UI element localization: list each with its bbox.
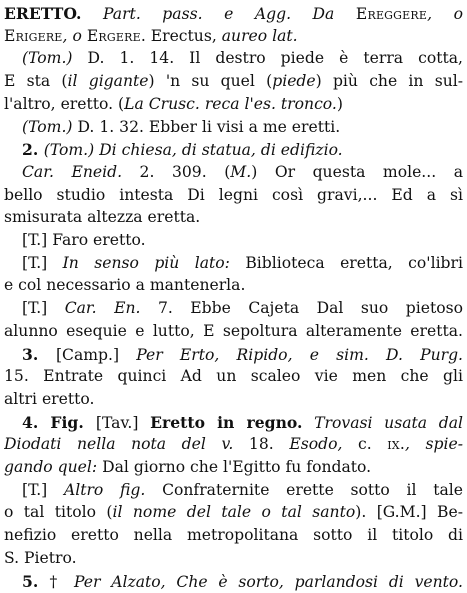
- entry-text-segment: altri eretto.: [4, 389, 95, 408]
- entry-line: [4, 547, 463, 570]
- entry-text-segment: Per Alzato, Che è sorto, parlandosi di vento.: [73, 572, 463, 591]
- entry-line: [4, 138, 463, 161]
- entry-line: [4, 365, 463, 388]
- entry-text-segment: Ergere: [86, 26, 141, 45]
- entry-text-segment: piede: [272, 72, 316, 91]
- entry-text-segment: ): [336, 94, 343, 113]
- entry-line: [4, 93, 463, 116]
- entry-text-segment: Per Erto, Ripido, e sim. D. Purg.: [136, 345, 463, 364]
- entry-text-segment: D. 1. 14. Il destro piede è terra cotta,: [72, 49, 463, 68]
- entry-line: [4, 2, 463, 25]
- entry-text-segment: il nome del tale o tal santo: [112, 503, 356, 522]
- entry-text-segment: , spie-: [405, 435, 463, 454]
- entry-line: [4, 47, 463, 70]
- entry-line: [4, 320, 463, 343]
- entry-text-segment: Ereggere: [355, 5, 428, 23]
- entry-text-segment: 2. 309. (: [122, 162, 231, 181]
- entry-text-segment: nefizio eretto nella metropolitana sotto il titolo di: [4, 526, 463, 545]
- entry-text-segment: ix.: [387, 435, 405, 454]
- entry-text-segment: 18.: [233, 435, 290, 454]
- entry-text-segment: , o: [427, 5, 463, 23]
- entry-text-segment: 5.: [22, 571, 50, 591]
- entry-line: [4, 297, 463, 320]
- entry-text-segment: c.: [342, 435, 388, 454]
- entry-line: [4, 524, 463, 547]
- entry-line: [4, 501, 463, 524]
- entry-line: [4, 25, 463, 48]
- entry-text-segment: [Tav.]: [95, 413, 151, 432]
- entry-text-segment: 3.: [22, 344, 56, 364]
- entry-text-segment: Biblioteca eretta, co'libri: [229, 253, 463, 272]
- entry-line: [4, 343, 463, 366]
- entry-line: [4, 456, 463, 479]
- entry-line: [4, 388, 463, 411]
- entry-text-segment: E sta (: [4, 72, 68, 91]
- entry-text-segment: aureo lat.: [221, 26, 298, 45]
- entry-text-segment: Part. pass. e Agg. Da: [81, 5, 356, 23]
- entry-text-segment: alunno esequie e lutto, E sepoltura alteramente eretta.: [4, 321, 463, 340]
- entry-text-segment: [T.] Faro eretto.: [22, 231, 146, 249]
- entry-text-segment: Diodati nella nota del v.: [4, 435, 234, 454]
- entry-text-segment: [T.]: [22, 253, 63, 272]
- entry-text-segment: ERETTO.: [4, 4, 82, 23]
- entry-line: [4, 70, 463, 93]
- entry-text-segment: Esodo,: [289, 435, 343, 454]
- entry-line: [4, 433, 463, 456]
- entry-text-segment: il gigante: [67, 72, 149, 91]
- entry-text-segment: Erigere: [4, 26, 63, 45]
- entry-text-segment: S. Pietro.: [4, 548, 77, 567]
- entry-text-segment: 4. Fig.: [22, 412, 96, 432]
- entry-text-segment: o tal titolo (: [4, 503, 113, 522]
- entry-text-segment: , o: [62, 26, 87, 45]
- entry-text-segment: Car. En.: [64, 299, 141, 318]
- entry-text-segment: Altro fig.: [63, 480, 146, 499]
- entry-text-segment: La Crusc. reca l'es. tronco.: [124, 94, 337, 113]
- entry-text-segment: 2.: [22, 140, 44, 160]
- entry-text-segment: Eretto in regno.: [150, 412, 303, 432]
- entry-text-segment: [T.]: [22, 299, 65, 318]
- entry-text-segment: 7. Ebbe Cajeta Dal suo pietoso: [140, 299, 463, 318]
- entry-text-segment: Dal giorno che l'Egitto fu fondato.: [97, 458, 372, 476]
- entry-text-segment: Car. Eneid.: [22, 162, 123, 181]
- entry-text-segment: Confraternite erette sotto il tale: [145, 480, 463, 499]
- entry-line: [4, 116, 463, 139]
- entry-text-segment: (Tom.): [43, 141, 95, 160]
- entry-line: [4, 161, 463, 184]
- entry-text-segment: 15. Entrate quinci Ad un scaleo vie men che gli: [4, 367, 463, 386]
- entry-text-segment: In senso più lato:: [62, 253, 230, 272]
- entry-text-segment: Di chiesa, di statua, di edifizio.: [94, 141, 343, 160]
- entry-line: [4, 274, 463, 297]
- entry-text-segment: . Erectus,: [140, 26, 222, 45]
- entry-line: [4, 252, 463, 275]
- entry-line: [4, 411, 463, 434]
- entry-text-segment: ) 'n su quel (: [148, 72, 273, 91]
- entry-text-segment: D. 1. 32. Ebber li visi a me eretti.: [72, 117, 341, 136]
- entry-line: [4, 206, 463, 229]
- entry-text-segment: †: [49, 572, 74, 591]
- entry-line: [4, 479, 463, 502]
- entry-text-segment: smisurata altezza eretta.: [4, 208, 201, 227]
- entry-text-segment: ) Or questa mole... a: [251, 162, 463, 181]
- entry-text-segment: bello studio intesta Di legni così gravi,... Ed a sì: [4, 185, 463, 204]
- entry-line: [4, 570, 463, 593]
- entry-line: [4, 184, 463, 207]
- entry-text-segment: l'altro, eretto. (: [4, 94, 125, 113]
- entry-text-segment: M.: [230, 162, 252, 181]
- entry-text-segment: gando quel:: [4, 458, 98, 476]
- entry-text-segment: Trovasi usata dal: [302, 413, 463, 432]
- entry-text-segment: (Tom.): [22, 49, 73, 68]
- entry-line: [4, 229, 463, 252]
- entry-text-segment: ). [G.M.] Be-: [355, 503, 463, 522]
- entry-text-segment: [T.]: [22, 480, 64, 499]
- entry-text-segment: (Tom.): [22, 117, 73, 136]
- entry-text-segment: ) più che in sul-: [315, 72, 463, 91]
- entry-text-segment: [Camp.]: [55, 345, 137, 364]
- entry-text-segment: e col necessario a mantenerla.: [4, 276, 246, 295]
